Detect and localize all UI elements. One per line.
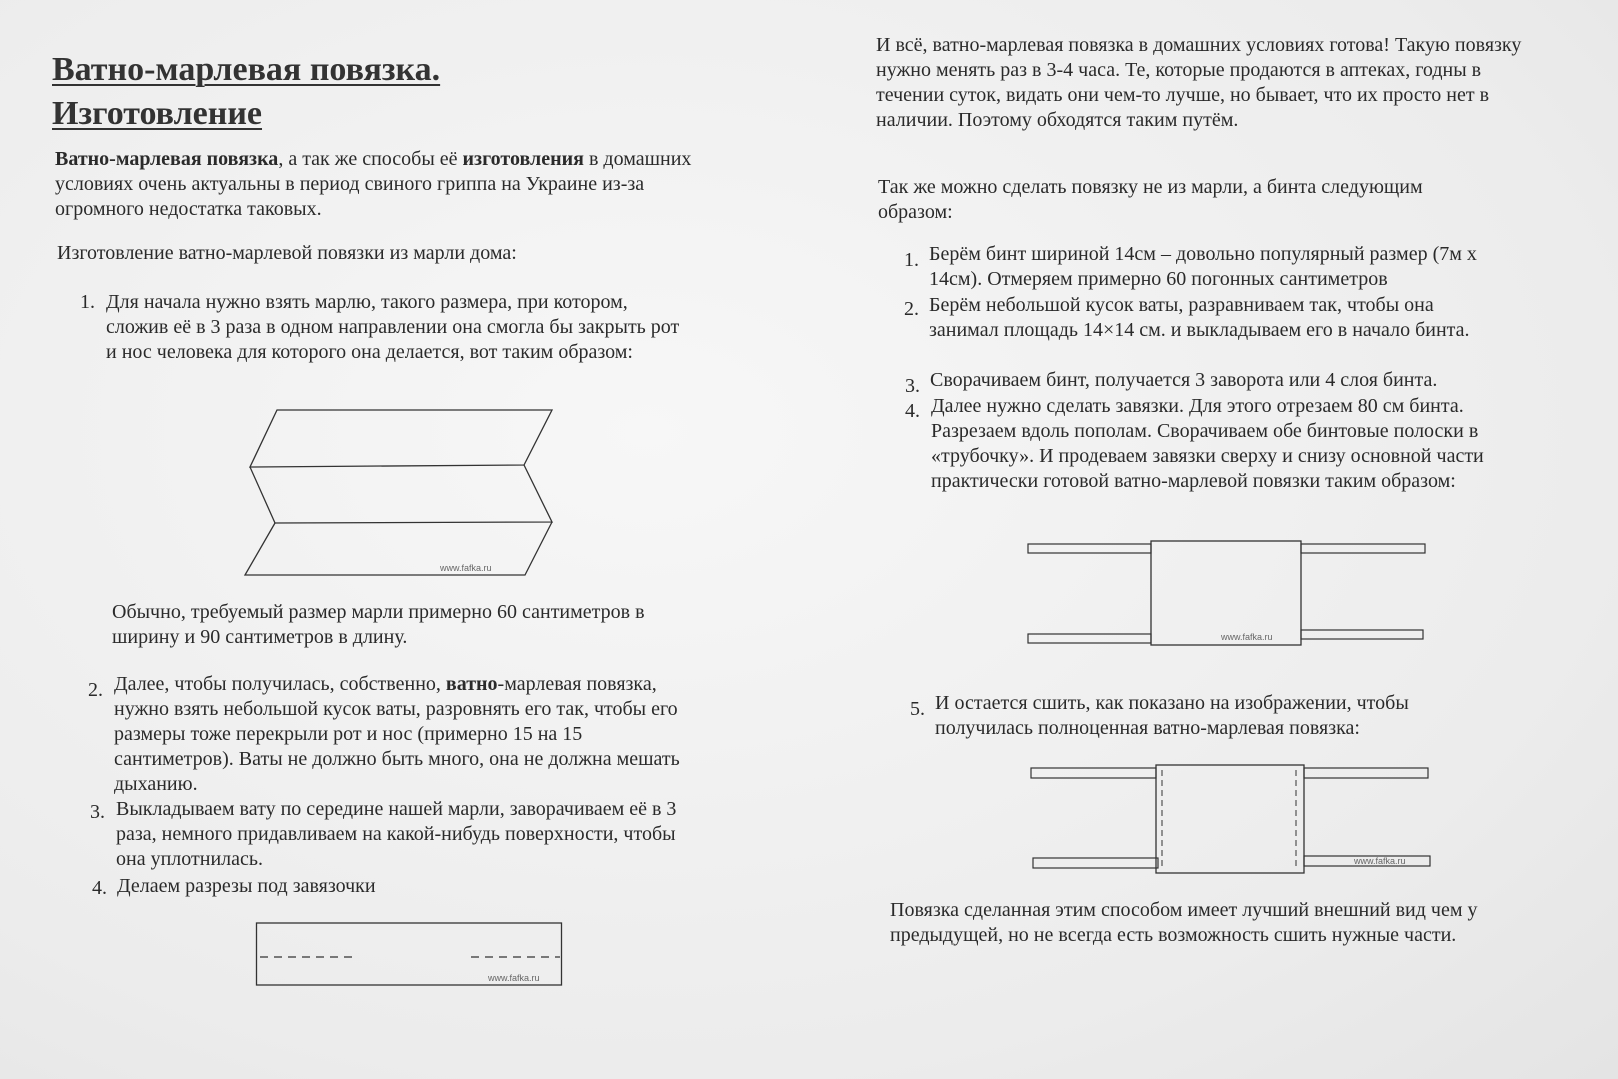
tie-bottom-right	[1301, 630, 1423, 639]
bandage-item-2: Берём небольшой кусок ваты, разравниваем так, чтобы она занимал площадь 14×14 см. и выкладываем его в начало бинта.	[929, 294, 1470, 341]
tie-bottom-left	[1033, 858, 1158, 868]
bandage-item-3: Сворачиваем бинт, получается 3 заворота или 4 слоя бинта.	[930, 369, 1438, 391]
bandage-body	[1156, 765, 1304, 873]
cut-lines-diagram	[256, 920, 566, 990]
title-line-2: Изготовление	[52, 95, 263, 132]
intro-bold-1: Ватно-марлевая повязка	[55, 148, 279, 170]
item-2-pre: Далее, чтобы получилась, собственно,	[114, 673, 446, 695]
item-2-bold: ватно	[445, 673, 498, 695]
bandage-ties-diagram	[1025, 538, 1430, 648]
sewn-bandage-diagram	[1028, 762, 1433, 877]
final-paragraph: Повязка сделанная этим способом имеет лучший внешний вид чем у предыдущей, но не всегда есть возможность сшить нужные части.	[890, 899, 1478, 946]
watermark: www.fafka.ru	[440, 563, 492, 573]
bandage-item-4: Далее нужно сделать завязки. Для этого отрезаем 80 см бинта. Разрезаем вдоль пополам. Сворачиваем обе бинтовые полоски в «трубочку». И продеваем завязки сверху и снизу основной части практически готовой ватно-марлевой повязки таким образом:	[931, 395, 1484, 492]
tie-top-right	[1301, 544, 1425, 553]
page-title	[52, 48, 440, 136]
list-item-1: Для начала нужно взять марлю, такого размера, при котором, сложив её в 3 раза в одном направлении она смогла бы закрыть рот и нос человека для которого она делается, вот таким образом:	[106, 291, 680, 363]
ready-paragraph: И всё, ватно-марлевая повязка в домашних условиях готова! Такую повязку нужно менять раз в 3-4 часа. Те, которые продаются в аптеках, годны в течении суток, видать они чем-то лучше, но бывает, что их просто нет в наличии. Поэтому обходятся таким путём.	[876, 34, 1522, 131]
intro-mid: , а так же способы её	[278, 148, 463, 170]
item-number: 4.	[905, 400, 920, 422]
intro-paragraph	[55, 147, 695, 222]
bandage-intro: Так же можно сделать повязку не из марли, а бинта следующим образом:	[878, 176, 1423, 223]
item-number: 2.	[88, 679, 103, 701]
title-line-1: Ватно-марлевая повязка.	[52, 51, 441, 88]
list-item-3: Выкладываем вату по середине нашей марли, заворачиваем её в 3 раза, немного придавливаем на какой-нибудь поверхности, чтобы она уплотнилась.	[116, 798, 677, 870]
item-number: 2.	[904, 298, 919, 320]
item-number: 1.	[80, 291, 95, 313]
item-number: 5.	[910, 698, 925, 720]
watermark: www.fafka.ru	[1221, 632, 1273, 642]
intro-bold-2: изготовления	[462, 148, 584, 170]
bandage-item-5: И остается сшить, как показано на изображении, чтобы получилась полноценная ватно-марлевая повязка:	[935, 692, 1409, 739]
item-number: 3.	[905, 375, 920, 397]
tie-top-right	[1304, 768, 1428, 778]
tie-top-left	[1031, 768, 1156, 778]
tie-top-left	[1028, 544, 1151, 553]
watermark: www.fafka.ru	[488, 973, 540, 983]
fold-layer-bottom	[245, 522, 552, 575]
item-number: 4.	[92, 877, 107, 899]
item-2-post: -марлевая повязка, нужно взять небольшой кусок ваты, разровнять его так, чтобы его размеры тоже перекрыли рот и нос (примерно 15 на 15 сантиметров). Ваты не должно быть много, она не должна мешать дыханию.	[114, 673, 680, 795]
fold-layer-middle	[250, 465, 552, 523]
bandage-body	[1151, 541, 1301, 645]
item-number: 1.	[904, 249, 919, 271]
list-item-2	[114, 672, 699, 797]
watermark: www.fafka.ru	[1354, 856, 1406, 866]
list-item-4: Делаем разрезы под завязочки	[117, 875, 376, 897]
folded-gauze-diagram	[240, 405, 560, 585]
item-number: 3.	[90, 801, 105, 823]
tie-bottom-left	[1028, 634, 1151, 643]
intro-rest: в домашних условиях очень актуальны в период свиного гриппа на Украине из-за огромного недостатка таковых.	[55, 148, 692, 220]
fold-layer-top	[250, 410, 552, 467]
section-heading: Изготовление ватно-марлевой повязки из марли дома:	[57, 242, 517, 264]
bandage-item-1: Берём бинт шириной 14см – довольно популярный размер (7м х 14см). Отмеряем примерно 60 погонных сантиметров	[929, 243, 1477, 290]
gauze-size-note: Обычно, требуемый размер марли примерно 60 сантиметров в ширину и 90 сантиметров в длину.	[112, 601, 645, 648]
